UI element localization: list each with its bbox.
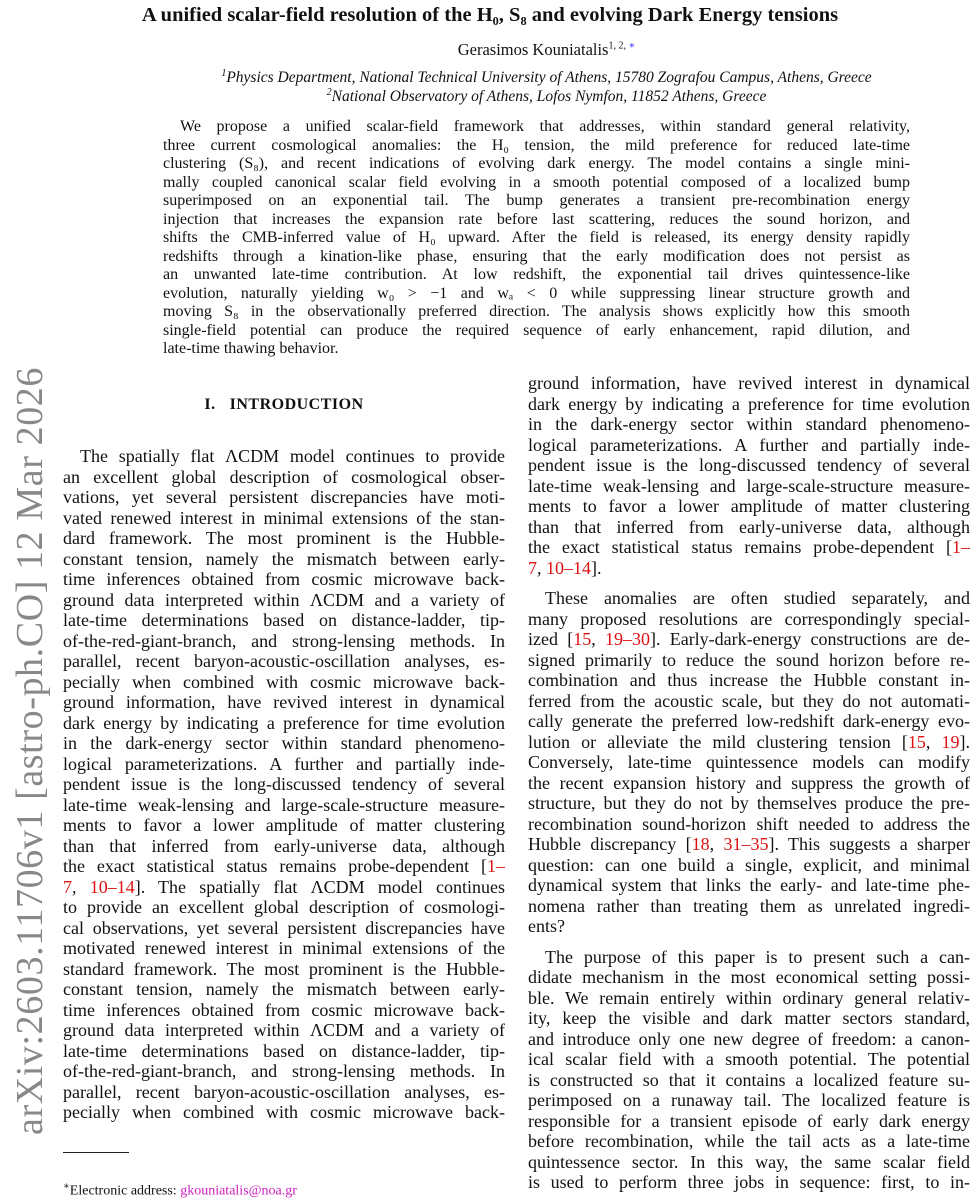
text-run: responsible for a transient episode of early dark energy: [528, 1110, 970, 1131]
author-line: [0, 40, 973, 60]
text-run: ground data interpreted within ΛCDM and a variety of: [63, 589, 505, 610]
affiliation-2: [0, 87, 973, 106]
text-line: [528, 670, 970, 691]
text-run: ments to favor a lower amplitude of matter clustering: [63, 815, 505, 835]
text-run: and introduce only one new degree of freedom: a canon-: [528, 1028, 970, 1049]
text-run: parallel, recent baryon-acoustic-oscillation analyses, es-: [63, 651, 505, 671]
text-line: [528, 650, 970, 671]
paragraph: [63, 446, 505, 1123]
text-line: [63, 795, 505, 816]
footnote: [63, 1181, 297, 1200]
text-run: ground information, have revived interest in dynamical: [528, 373, 970, 393]
text-run: ].: [959, 731, 971, 752]
text-run: of-the-red-giant-branch, and strong-lensing methods. In: [63, 1061, 505, 1081]
text-run: late-time weak-lensing and large-scale-structure measure-: [528, 475, 970, 496]
affiliation-text: Physics Department, National Technical University of Athens, 15780 Zografou Campus, Athens, Greece: [226, 69, 872, 87]
text-run: ,: [709, 834, 724, 854]
text-line: [528, 814, 970, 835]
text-run: cal observations, yet several persistent discrepancies have: [63, 917, 505, 938]
text-run: than that inferred from early-universe data, although: [63, 835, 505, 856]
text-run: time inferences obtained from cosmic microwave back-: [63, 569, 505, 589]
text-run: in the dark-energy sector within standard phenomeno-: [63, 733, 505, 753]
text-run: dark energy by indicating a preference for time evolution: [63, 712, 505, 733]
text-run: The spatially flat ΛCDM model continues to provide: [80, 446, 505, 466]
text-line: [528, 875, 970, 896]
abstract-line: clustering (S₈), and recent indications of evolving dark energy. The model contains a single mini-: [163, 155, 910, 172]
text-line: [528, 517, 970, 538]
text-line: [528, 1111, 970, 1132]
text-line: [528, 1152, 970, 1173]
text-line: [528, 834, 970, 855]
affiliation-mark: 2: [326, 87, 332, 98]
affiliation-marks: 1, 2,: [608, 40, 629, 52]
text-line: [528, 1070, 970, 1091]
text-line: [528, 537, 970, 558]
text-run: pecially when combined with cosmic microwave back-: [63, 1102, 505, 1122]
text-run: ]. Early-dark-energy constructions are de-: [649, 629, 970, 649]
affiliation-text: National Observatory of Athens, Lofos Nymfon, 11852 Athens, Greece: [331, 88, 767, 106]
text-line: [63, 754, 505, 775]
text-line: [63, 1041, 505, 1062]
text-line: [528, 752, 970, 773]
text-run: vated renewed interest in minimal extensions of the stan-: [63, 507, 505, 528]
text-line: [528, 732, 970, 753]
text-line: [63, 856, 505, 877]
text-line: [528, 1090, 970, 1111]
text-run: ical scalar field with a smooth potential. The potential: [528, 1049, 970, 1069]
citation-link[interactable]: 10–14: [546, 557, 591, 578]
citation-link[interactable]: 19–30: [604, 629, 650, 649]
text-run: logical parameterizations. A further and partially inde-: [528, 434, 970, 455]
text-run: perimposed on a runaway tail. The localized feature is: [528, 1090, 970, 1110]
text-line: [528, 435, 970, 456]
text-run: nomena rather than treating them as unrelated ingredi-: [528, 895, 970, 916]
text-line: [63, 1061, 505, 1082]
text-run: pendent issue is the long-discussed tendency of several: [528, 455, 970, 475]
text-line: [528, 455, 970, 476]
citation-link[interactable]: 10–14: [89, 876, 135, 897]
text-line: [528, 1049, 970, 1070]
text-run: logical parameterizations. A further and partially inde-: [63, 753, 505, 774]
text-run: ferred from the acoustic scale, but they do not automati-: [528, 690, 970, 711]
text-run: lution or alleviate the mild clustering tension [: [528, 731, 908, 752]
text-run: dark energy by indicating a preference for time evolution: [528, 393, 970, 414]
affiliation-1: [0, 68, 973, 87]
citation-link[interactable]: 1–: [952, 537, 970, 557]
section-heading: [63, 396, 505, 414]
text-line: [528, 793, 970, 814]
text-line: [528, 967, 970, 988]
section-title: INTRODUCTION: [229, 396, 364, 413]
text-run: standard framework. The most prominent is the Hubble-: [63, 958, 505, 979]
email-link[interactable]: gkouniatalis@noa.gr: [180, 1183, 297, 1199]
text-line: [63, 672, 505, 693]
text-run: ,: [925, 731, 942, 752]
text-run: is constructed so that it contains a localized feature su-: [528, 1069, 970, 1090]
text-run: is used to perform three jobs in sequence: first, to in-: [528, 1172, 970, 1192]
text-run: dard framework. The most prominent is the Hubble-: [63, 528, 505, 548]
text-run: ments to favor a lower amplitude of matter clustering: [528, 496, 970, 516]
abstract-line: evolution, naturally yielding w₀ > −1 and wₐ < 0 while suppressing linear structure growth and: [163, 284, 910, 302]
text-line: [63, 631, 505, 652]
text-line: [63, 1020, 505, 1041]
footnote-label: Electronic address:: [69, 1183, 181, 1199]
text-line: [63, 590, 505, 611]
text-run: late-time weak-lensing and large-scale-structure measure-: [63, 794, 505, 815]
text-line: [528, 1172, 970, 1193]
abstract-line: late-time thawing behavior.: [163, 340, 339, 357]
abstract-line: redshifts through a kination-like phase, ensuring that the early modification does not persist as: [163, 247, 910, 265]
citation-link[interactable]: 7: [528, 557, 537, 578]
paragraph: [528, 373, 970, 578]
text-run: dynamical system that links the early- and late-time phe-: [528, 875, 970, 895]
text-run: The purpose of this paper is to present such a can-: [545, 946, 970, 967]
text-run: ized [: [528, 629, 574, 649]
text-run: motivated renewed interest in minimal extensions of the: [63, 938, 505, 958]
text-line: [63, 508, 505, 529]
abstract-line: three current cosmological anomalies: the H₀ tension, the mild preference for reduced late-time: [163, 136, 910, 154]
footnote-rule: [63, 1152, 129, 1153]
text-line: [63, 446, 505, 467]
left-column: [63, 446, 505, 1123]
text-line: [528, 711, 970, 732]
text-run: parallel, recent baryon-acoustic-oscillation analyses, es-: [63, 1081, 505, 1102]
right-column: [528, 373, 970, 1193]
text-run: signed primarily to reduce the sound horizon before re-: [528, 649, 970, 670]
citation-link[interactable]: 18: [691, 834, 710, 854]
abstract-line: mally coupled canonical scalar field evolving in a smooth potential composed of a localized bump: [163, 173, 910, 191]
text-run: the exact statistical status remains probe-dependent [: [63, 856, 487, 876]
text-run: ground information, have revived interest in dynamical: [63, 692, 505, 712]
text-line: [63, 897, 505, 918]
text-run: the exact statistical status remains probe-dependent [: [528, 537, 952, 557]
affiliation-mark: 1: [221, 68, 227, 79]
text-run: cally generate the preferred low-redshift dark-energy evo-: [528, 711, 970, 731]
abstract: [163, 118, 910, 359]
text-line: [528, 773, 970, 794]
text-line: [528, 1029, 970, 1050]
text-run: quintessence sector. In this way, the same scalar field: [528, 1151, 970, 1172]
text-run: ground data interpreted within ΛCDM and a variety of: [63, 1020, 505, 1040]
abstract-line: We propose a unified scalar-field framework that addresses, within standard general relativity,: [180, 118, 910, 135]
text-run: structure, but they do not by themselves produce the pre-: [528, 793, 970, 813]
text-run: Conversely, late-time quintessence models can modify: [528, 752, 970, 772]
text-line: [528, 896, 970, 917]
text-line: [528, 609, 970, 630]
text-line: [528, 394, 970, 415]
citation-link[interactable]: 19: [941, 731, 960, 752]
text-line: [528, 629, 970, 650]
text-line: [63, 938, 505, 959]
text-line: [63, 487, 505, 508]
text-run: combination and thus increase the Hubble constant in-: [528, 670, 970, 690]
text-run: ,: [537, 557, 546, 578]
citation-link[interactable]: 7: [63, 876, 72, 897]
text-run: an excellent global description of cosmological obser-: [63, 466, 505, 487]
text-line: [528, 947, 970, 968]
text-run: ].: [591, 557, 602, 578]
footnote-link[interactable]: ∗: [628, 40, 636, 52]
text-line: [63, 528, 505, 549]
citation-link[interactable]: 31–35: [723, 834, 769, 854]
text-run: ,: [591, 629, 605, 649]
paper-title: A unified scalar-field resolution of the H₀, S₈ and evolving Dark Energy tensions: [141, 4, 839, 26]
text-run: in the dark-energy sector within standard phenomeno-: [528, 414, 970, 434]
text-line: [63, 815, 505, 836]
abstract-line: injection that increases the expansion rate before last scattering, reduces the sound horizon, and: [163, 210, 910, 228]
text-run: question: can one build a single, explicit, and minimal: [528, 854, 970, 875]
citation-link[interactable]: 1–: [487, 856, 505, 876]
text-line: [63, 569, 505, 590]
text-line: [63, 774, 505, 795]
text-line: [528, 691, 970, 712]
abstract-line: an unwanted late-time contribution. At low redshift, the exponential tail drives quintessence-like: [163, 266, 910, 283]
text-run: recombination sound-horizon shift needed to address the: [528, 813, 970, 834]
text-run: Hubble discrepancy [: [528, 834, 692, 854]
text-run: to provide an excellent global description of cosmologi-: [63, 897, 505, 917]
text-line: [528, 916, 970, 937]
text-line: [528, 496, 970, 517]
text-run: pendent issue is the long-discussed tendency of several: [63, 774, 505, 794]
text-line: [63, 713, 505, 734]
text-run: constant tension, namely the mismatch between early-: [63, 548, 505, 569]
text-run: the recent expansion history and suppress the growth of: [528, 772, 970, 793]
text-line: [528, 588, 970, 609]
abstract-line: shifts the CMB-inferred value of H₀ upward. After the field is released, its energy density rapidly: [163, 229, 910, 246]
text-run: many proposed resolutions are correspondingly special-: [528, 608, 970, 629]
text-line: [528, 988, 970, 1009]
text-line: [63, 1000, 505, 1021]
paragraph: [528, 588, 970, 937]
text-run: time inferences obtained from cosmic microwave back-: [63, 999, 505, 1020]
text-run: vations, yet several persistent discrepancies have moti-: [63, 487, 505, 507]
text-line: [63, 959, 505, 980]
text-line: [63, 836, 505, 857]
text-line: [528, 855, 970, 876]
arxiv-identifier-stamp[interactable]: arXiv:2603.11706v1 [astro-ph.CO] 12 Mar 2026: [9, 367, 51, 1135]
author-name: Gerasimos Kouniatalis: [457, 40, 609, 59]
abstract-line: moving S₈ in the observationally preferred direction. The analysis shows explicitly how this smooth: [163, 303, 910, 320]
text-line: [63, 692, 505, 713]
text-run: didate mechanism in the most economical setting possi-: [528, 967, 970, 987]
text-run: constant tension, namely the mismatch between early-: [63, 979, 505, 999]
text-line: [63, 549, 505, 570]
abstract-line: superimposed on an exponential tail. The bump generates a transient pre-recombination energy: [163, 192, 910, 209]
text-line: [63, 467, 505, 488]
text-run: ,: [72, 876, 90, 897]
text-run: ]. The spatially flat ΛCDM model continues: [134, 876, 506, 897]
text-line: [528, 373, 970, 394]
text-run: ble. We remain entirely within ordinary general relativ-: [528, 987, 970, 1008]
section-number: I.: [204, 396, 216, 413]
footnote-mark: ∗: [63, 1181, 70, 1192]
text-line: [528, 558, 970, 579]
text-line: [63, 979, 505, 1000]
text-line: [63, 651, 505, 672]
abstract-line: single-field potential can produce the required sequence of early enhancement, rapid dilution, and: [163, 321, 910, 339]
citation-link[interactable]: 15: [573, 629, 592, 649]
citation-link[interactable]: 15: [907, 731, 926, 752]
text-line: [63, 918, 505, 939]
text-run: before recombination, while the tail acts as a late-time: [528, 1131, 970, 1151]
text-run: ity, keep the visible and dark matter sectors standard,: [528, 1008, 970, 1028]
text-line: [528, 1131, 970, 1152]
text-line: [528, 476, 970, 497]
text-line: [63, 1082, 505, 1103]
text-line: [63, 1102, 505, 1123]
text-run: ents?: [528, 916, 565, 936]
text-run: late-time determinations based on distance-ladder, tip-: [63, 1040, 505, 1061]
text-line: [528, 414, 970, 435]
text-run: than that inferred from early-universe data, although: [528, 516, 970, 537]
text-run: pecially when combined with cosmic microwave back-: [63, 671, 505, 692]
paragraph: [528, 947, 970, 1193]
text-run: ]. This suggests a sharper: [768, 834, 970, 854]
text-line: [63, 610, 505, 631]
text-line: [63, 733, 505, 754]
text-run: These anomalies are often studied separately, and: [545, 588, 970, 608]
text-run: late-time determinations based on distance-ladder, tip-: [63, 610, 505, 630]
text-run: of-the-red-giant-branch, and strong-lensing methods. In: [63, 630, 505, 651]
text-line: [528, 1008, 970, 1029]
text-line: [63, 877, 505, 898]
